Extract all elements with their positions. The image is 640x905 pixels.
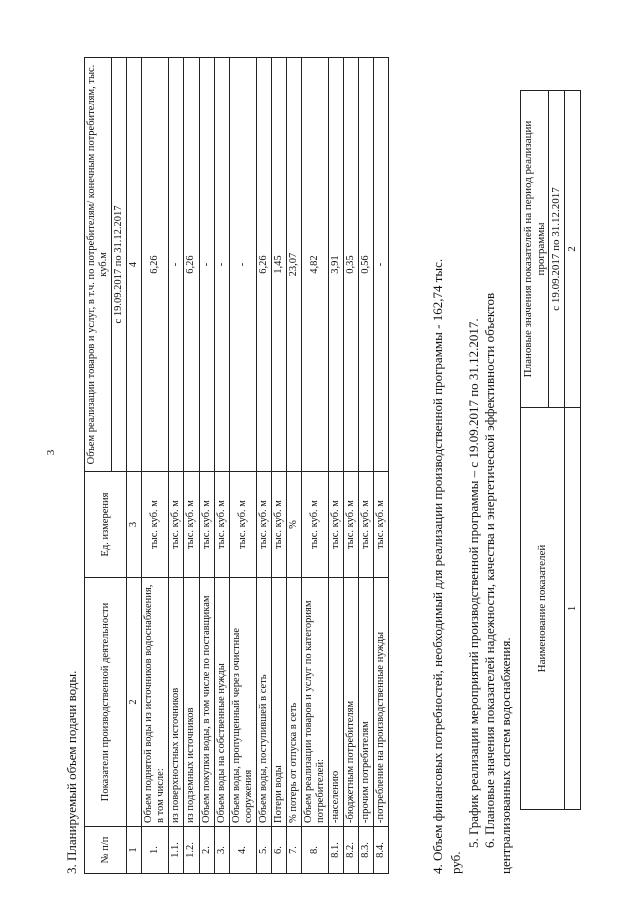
value-cell: - — [229, 58, 256, 472]
indicator-name-cell: Потери воды — [271, 578, 286, 827]
table2-index-row — [564, 91, 580, 810]
header-indicator: Показатели производственной деятельности — [85, 578, 127, 827]
indicator-name-cell: Объем воды на собственные нужды — [214, 578, 229, 827]
row-number-cell: 8.2. — [344, 827, 359, 874]
unit-cell: тыс. куб. м — [184, 472, 199, 578]
index-cell: 1 — [127, 827, 142, 874]
unit-cell: тыс. куб. м — [169, 472, 184, 578]
indicator-name-cell: -населению — [329, 578, 344, 827]
row-number-cell: 1.2. — [184, 827, 199, 874]
indicator-name-cell: из поверхностных источников — [169, 578, 184, 827]
index-cell: 2 — [127, 578, 142, 827]
indicator-name-cell: -прочим потребителям — [359, 578, 374, 827]
table1-body — [142, 58, 389, 874]
header-period: с 19.09.2017 по 31.12.2017 — [112, 58, 127, 472]
indicator-name-cell: % потерь от отпуска в сеть — [286, 578, 301, 827]
paragraph-4-cont: руб. — [448, 851, 463, 874]
unit-cell: тыс. куб. м — [271, 472, 286, 578]
unit-cell: тыс. куб. м — [214, 472, 229, 578]
header-volume: Объем реализации товаров и услуг, в т.ч. по потребителям/ конечным потребителям, тыс. куб.м — [85, 58, 112, 472]
table-row — [256, 58, 271, 874]
table-row — [271, 58, 286, 874]
value-cell: 6,26 — [256, 58, 271, 472]
unit-cell: тыс. куб. м — [199, 472, 214, 578]
reliability-indicators-table — [520, 90, 581, 810]
paragraph-5: 5. График реализации мероприятий производственной программы – с 19.09.2017 по 31.12.2017. — [466, 318, 481, 848]
indicator-name-cell: Объем поднятой воды из источников водоснабжения, в том числе: — [142, 578, 169, 827]
unit-cell: тыс. куб. м — [142, 472, 169, 578]
table-row — [286, 58, 301, 874]
table-row — [359, 58, 374, 874]
value-cell: 4,82 — [301, 58, 328, 472]
header-unit: Ед. измерения — [85, 472, 127, 578]
row-number-cell: 7. — [286, 827, 301, 874]
table-row — [374, 58, 389, 874]
value-cell: 1,45 — [271, 58, 286, 472]
row-number-cell: 1. — [142, 827, 169, 874]
header-num: № п/п — [85, 827, 127, 874]
row-number-cell: 5. — [256, 827, 271, 874]
row-number-cell: 3. — [214, 827, 229, 874]
value-cell: 23,07 — [286, 58, 301, 472]
unit-cell: тыс. куб. м — [229, 472, 256, 578]
header-period-2: с 19.09.2017 по 31.12.2017 — [549, 91, 565, 408]
indicator-name-cell: -потребление на производственные нужды — [374, 578, 389, 827]
table-row — [301, 58, 328, 874]
indicator-name-cell: Объем воды, поступившей в сеть — [256, 578, 271, 827]
index-cell: 2 — [564, 91, 580, 408]
paragraph-4: 4. Объем финансовых потребностей, необходимый для реализации производственной программы - 162,74 тыс. — [430, 258, 445, 874]
table-row — [344, 58, 359, 874]
value-cell: - — [214, 58, 229, 472]
indicator-name-cell: из подземных источников — [184, 578, 199, 827]
value-cell: 6,26 — [142, 58, 169, 472]
row-number-cell: 4. — [229, 827, 256, 874]
value-cell: 6,26 — [184, 58, 199, 472]
row-number-cell: 2. — [199, 827, 214, 874]
unit-cell: тыс. куб. м — [301, 472, 328, 578]
table-row — [214, 58, 229, 874]
paragraph-6-cont: централизованных систем водоснабжения. — [498, 637, 513, 874]
value-cell: 0,35 — [344, 58, 359, 472]
index-cell: 1 — [564, 408, 580, 810]
header-indicator-name: Наименование показателей — [521, 408, 565, 810]
row-number-cell: 8.3. — [359, 827, 374, 874]
row-number-cell: 8. — [301, 827, 328, 874]
indicator-name-cell: Объем реализации товаров и услуг по категориям потребителей: — [301, 578, 328, 827]
unit-cell: тыс. куб. м — [256, 472, 271, 578]
table2-header-row — [521, 91, 549, 810]
unit-cell: тыс. куб. м — [359, 472, 374, 578]
section-3-title: 3. Планируемый объем подачи воды. — [64, 670, 79, 874]
table1-index-row — [127, 58, 142, 874]
value-cell: - — [199, 58, 214, 472]
table-row — [184, 58, 199, 874]
indicator-name-cell: Объем покупки воды, в том числе по поставщикам — [199, 578, 214, 827]
unit-cell: тыс. куб. м — [329, 472, 344, 578]
table1-header-row — [85, 58, 112, 874]
table-row — [229, 58, 256, 874]
index-cell: 3 — [127, 472, 142, 578]
page-number: 3 — [45, 449, 57, 456]
header-planned-values: Плановые значения показателей на период реализации программы — [521, 91, 549, 408]
unit-cell: тыс. куб. м — [344, 472, 359, 578]
table-row — [142, 58, 169, 874]
table-row — [169, 58, 184, 874]
indicator-name-cell: -бюджетным потребителям — [344, 578, 359, 827]
value-cell: - — [374, 58, 389, 472]
value-cell: - — [169, 58, 184, 472]
row-number-cell: 6. — [271, 827, 286, 874]
table-row — [199, 58, 214, 874]
water-supply-table — [84, 57, 389, 874]
unit-cell: % — [286, 472, 301, 578]
paragraph-6: 6. Плановые значения показателей надежности, качества и энергетической эффективности объектов — [482, 292, 497, 848]
table-row — [329, 58, 344, 874]
value-cell: 3,91 — [329, 58, 344, 472]
index-cell: 4 — [127, 58, 142, 472]
row-number-cell: 8.1. — [329, 827, 344, 874]
row-number-cell: 8.4. — [374, 827, 389, 874]
row-number-cell: 1.1. — [169, 827, 184, 874]
unit-cell: тыс. куб. м — [374, 472, 389, 578]
value-cell: 0,56 — [359, 58, 374, 472]
indicator-name-cell: Объем воды, пропущенный через очистные сооружения — [229, 578, 256, 827]
